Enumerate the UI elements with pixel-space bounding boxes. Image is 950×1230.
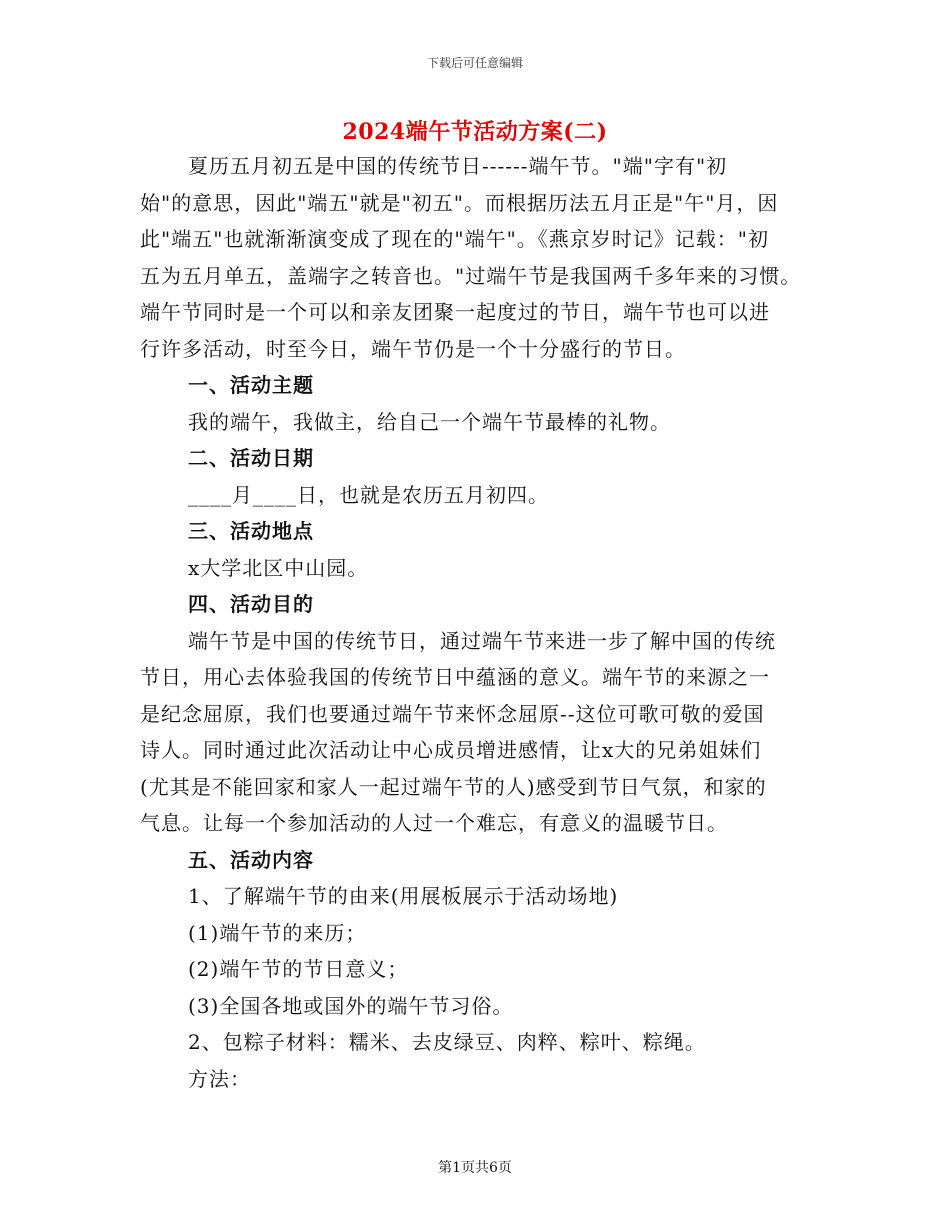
section-heading: 四、活动目的 [188, 592, 314, 616]
document-title: 2024端午节活动方案(二) [342, 119, 608, 145]
document-body [140, 148, 830, 1097]
body-line: 行许多活动，时至今日，端午节仍是一个十分盛行的节日。 [140, 336, 686, 361]
body-line: 我的端午，我做主，给自己一个端午节最棒的礼物。 [188, 409, 671, 434]
body-line: 节日，用心去体验我国的传统节日中蕴涵的意义。端午节的来源之一 [140, 665, 770, 689]
body-line: 此"端五"也就渐渐演变成了现在的"端午"。《燕京岁时记》记载："初 [140, 227, 769, 251]
body-line: 1、了解端午节的由来(用展板展示于活动场地) [188, 884, 619, 908]
page-footer: 第1页共6页 [438, 1160, 512, 1176]
body-line: 夏历五月初五是中国的传统节日------端午节。"端"字有"初 [188, 154, 728, 178]
body-line: 方法： [188, 1066, 251, 1091]
section-heading: 三、活动地点 [188, 519, 314, 543]
section-heading: 一、活动主题 [188, 373, 314, 397]
body-line: 诗人。同时通过此次活动让中心成员增进感情，让x大的兄弟姐妹们 [140, 738, 762, 762]
body-line: (1)端午节的来历； [188, 920, 367, 945]
body-line: 始"的意思，因此"端五"就是"初五"。而根据历法五月正是"午"月，因 [140, 190, 779, 215]
body-line: 2、包粽子材料：糯米、去皮绿豆、肉粹、粽叶、粽绳。 [188, 1030, 706, 1054]
section-heading: 五、活动内容 [188, 847, 314, 872]
header-note: 下载后可任意编辑 [426, 56, 523, 70]
body-line: 端午节同时是一个可以和亲友团聚一起度过的节日，端午节也可以进 [140, 300, 770, 324]
body-line: 气息。让每一个参加活动的人过一个难忘，有意义的温暖节日。 [140, 811, 728, 835]
section-heading: 二、活动日期 [188, 446, 314, 470]
body-line: (尤其是不能回家和家人一起过端午节的人)感受到节日气氛，和家的 [140, 774, 767, 799]
body-line: 五为五月单五，盖端字之转音也。"过端午节是我国两千多年来的习惯。 [140, 263, 802, 288]
body-line: 端午节是中国的传统节日，通过端午节来进一步了解中国的传统 [188, 628, 776, 653]
body-line: (3)全国各地或国外的端午节习俗。 [188, 993, 514, 1018]
body-line: x大学北区中山园。 [188, 555, 369, 580]
body-line: (2)端午节的节日意义； [188, 957, 409, 981]
body-line: 是纪念屈原，我们也要通过端午节来怀念屈原--这位可歌可敬的爱国 [140, 701, 765, 726]
body-line: ____月____日，也就是农历五月初四。 [188, 482, 549, 507]
